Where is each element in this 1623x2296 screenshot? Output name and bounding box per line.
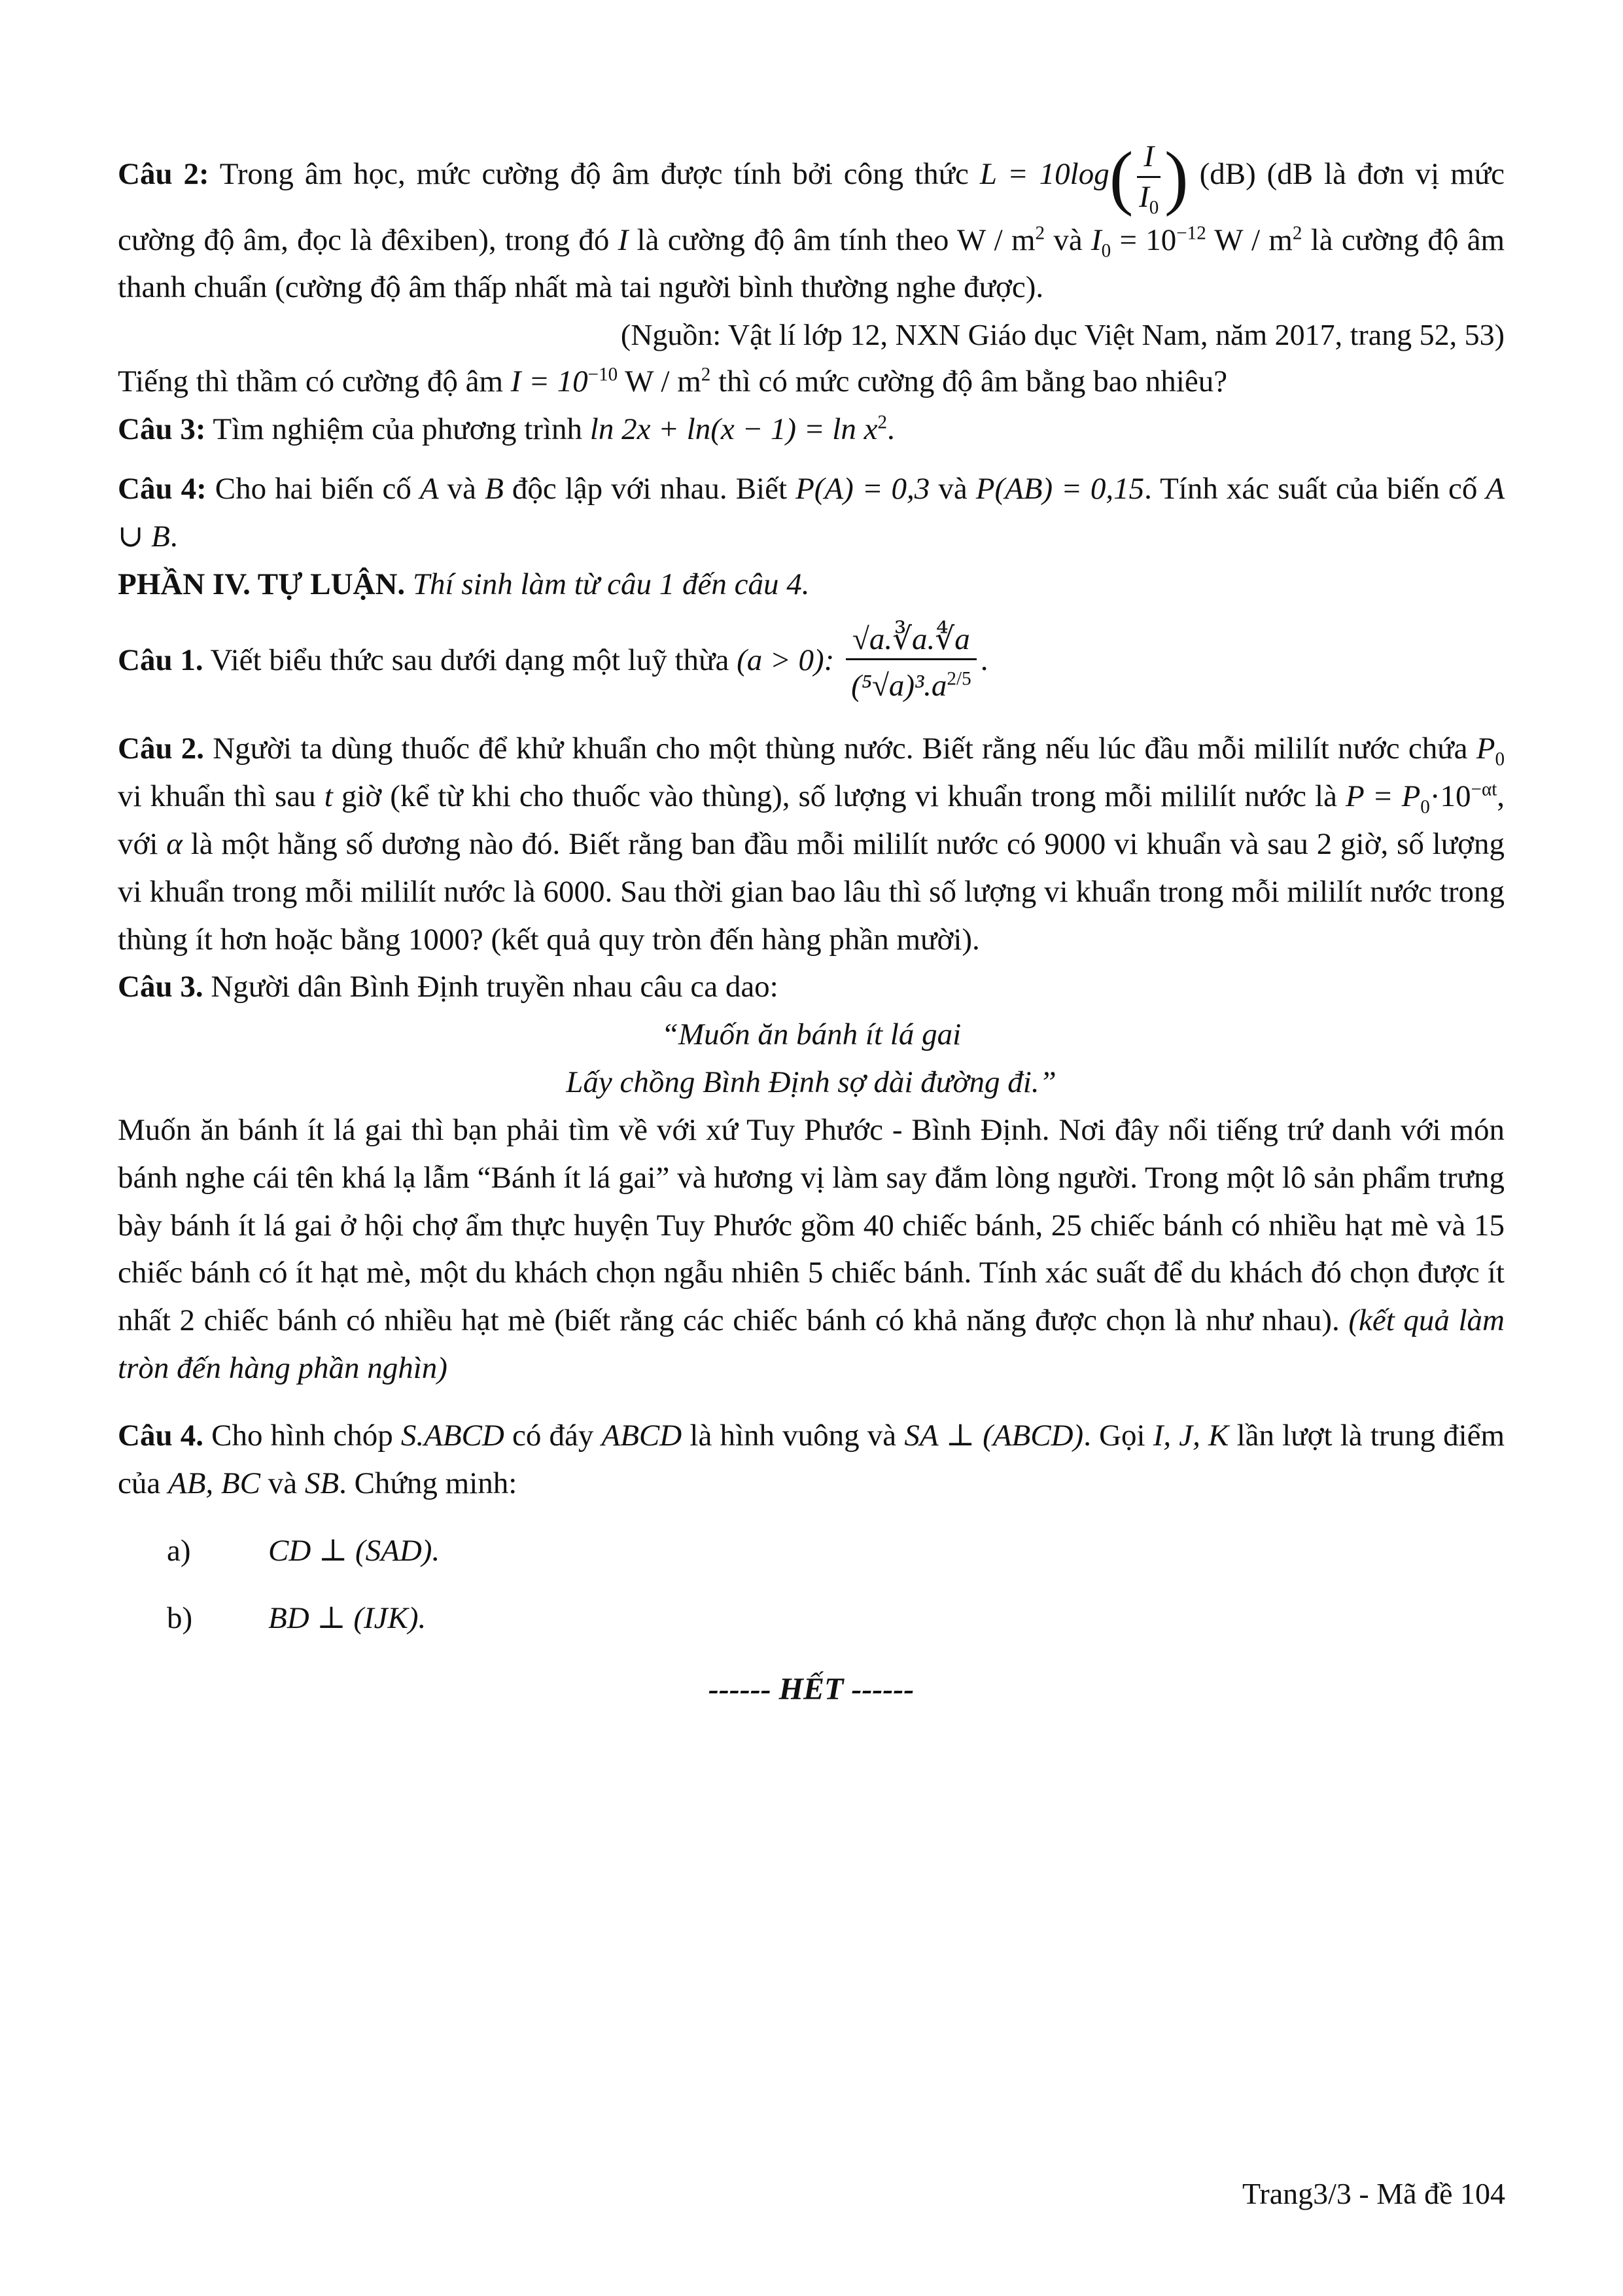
- question-4-part3: Câu 4: Cho hai biến cố A và B độc lập với nhau. Biết P(A) = 0,3 và P(AB) = 0,15. Tính xác suất của biến cố A ∪ B.: [118, 472, 1505, 554]
- q2-label: Câu 2:: [118, 157, 209, 192]
- essay-question-3-body: Muốn ăn bánh ít lá gai thì bạn phải tìm về với xứ Tuy Phước - Bình Định. Nơi đây nổi tiếng trứ danh với món bánh nghe cái tên khá lạ lẫm “Bánh ít lá gai” và hương vị làm say đắm lòng người. Trong một lô sản phẩm trưng bày bánh ít lá gai ở hội chợ ẩm thực huyện Tuy Phước gồm 40 chiếc bánh, 25 chiếc bánh có nhiều hạt mè và 15 chiếc bánh có ít hạt mè, một du khách chọn ngẫu nhiên 5 chiếc bánh. Tính xác suất để du khách đó chọn được ít nhất 2 chiếc bánh có nhiều hạt mè (biết rằng các chiếc bánh có khả năng được chọn là như nhau). (kết quả làm tròn đến hàng phần nghìn): [118, 1112, 1505, 1386]
- essay-question-2: Câu 2. Người ta dùng thuốc để khử khuẩn cho một thùng nước. Biết rằng nếu lúc đầu mỗi mililít nước chứa $P_0$ vi khuẩn thì sau t giờ (kể từ khi cho thuốc vào thùng), số lượng vi khuẩn trong mỗi mililít nước là $P = P_0\cdot 10^{-\alpha t}$, với α là một hằng số dương nào đó. Biết rằng ban đầu mỗi mililít nước có 9000 vi khuẩn và sau 2 giờ, số lượng vi khuẩn trong mỗi mililít nước là 6000. Sau thời gian bao lâu thì số lượng vi khuẩn trong mỗi mililít nước trong thùng ít hơn hoặc bằng 1000? (kết quả quy tròn đến hàng phần mười).: [118, 732, 1505, 957]
- source-citation: (Nguồn: Vật lí lớp 12, NXN Giáo dục Việt Nam, năm 2017, trang 52, 53): [620, 318, 1505, 352]
- radical-expression: $\frac{√a.∛a.∜a}{(^5√a)^3.a^{2/5}}$: [846, 620, 977, 706]
- essay-question-1: Câu 1. Viết biểu thức sau dưới dạng một luỹ thừa (a > 0): $\frac{√a.∛a.∜a}{(^5√a)^3.a^{2/5}}$ .: [118, 620, 1505, 706]
- question-2-ask: Tiếng thì thầm có cường độ âm $I = 10^{-10}$ W / $m^2$ thì có mức cường độ âm bằng bao nhiêu?: [118, 364, 1228, 399]
- question-3-part3: Câu 3: Tìm nghiệm của phương trình $\ln 2x + \ln(x - 1) = \ln x^2$.: [118, 412, 895, 447]
- proof-item-a: a) CD ⊥ (SAD).: [167, 1533, 440, 1568]
- verse-line-2: Lấy chồng Bình Định sợ dài đường đi.”: [566, 1065, 1056, 1100]
- formula-L: L = 10log: [979, 157, 1109, 192]
- essay-question-4: Câu 4. Cho hình chóp S.ABCD có đáy ABCD là hình vuông và SA ⊥ (ABCD). Gọi I, J, K lần lượt là trung điểm của AB, BC và SB. Chứng minh:: [118, 1419, 1505, 1500]
- page-footer: Trang3/3 - Mã đề 104: [1242, 2177, 1505, 2210]
- part-4-heading: PHẦN IV. TỰ LUẬN. Thí sinh làm từ câu 1 đến câu 4.: [118, 567, 810, 601]
- proof-item-b: b) BD ⊥ (IJK).: [167, 1600, 427, 1635]
- fraction-I-I0: $\frac{I}{I_0}$: [1137, 137, 1161, 217]
- verse-line-1: “Muốn ăn bánh ít lá gai: [661, 1017, 962, 1052]
- question-2-part3: Câu 2: Trong âm học, mức cường độ âm được tính bởi công thức L = 10log( $\frac{I}{I_0}$ ) (dB) (dB là đơn vị mức cường độ âm, đọc là đêxiben), trong đó I là cường độ âm tính theo W / $m^2$ và $I_0 = 10^{-12}$ W / $m^2$ là cường độ âm thanh chuẩn (cường độ âm thấp nhất mà tai người bình thường nghe được).: [118, 137, 1505, 305]
- essay-question-3-intro: Câu 3. Người dân Bình Định truyền nhau câu ca dao:: [118, 970, 778, 1004]
- end-marker: ------ HẾT ------: [708, 1672, 915, 1707]
- proof-items: [118, 1527, 1505, 1642]
- exam-page: [118, 137, 1505, 1714]
